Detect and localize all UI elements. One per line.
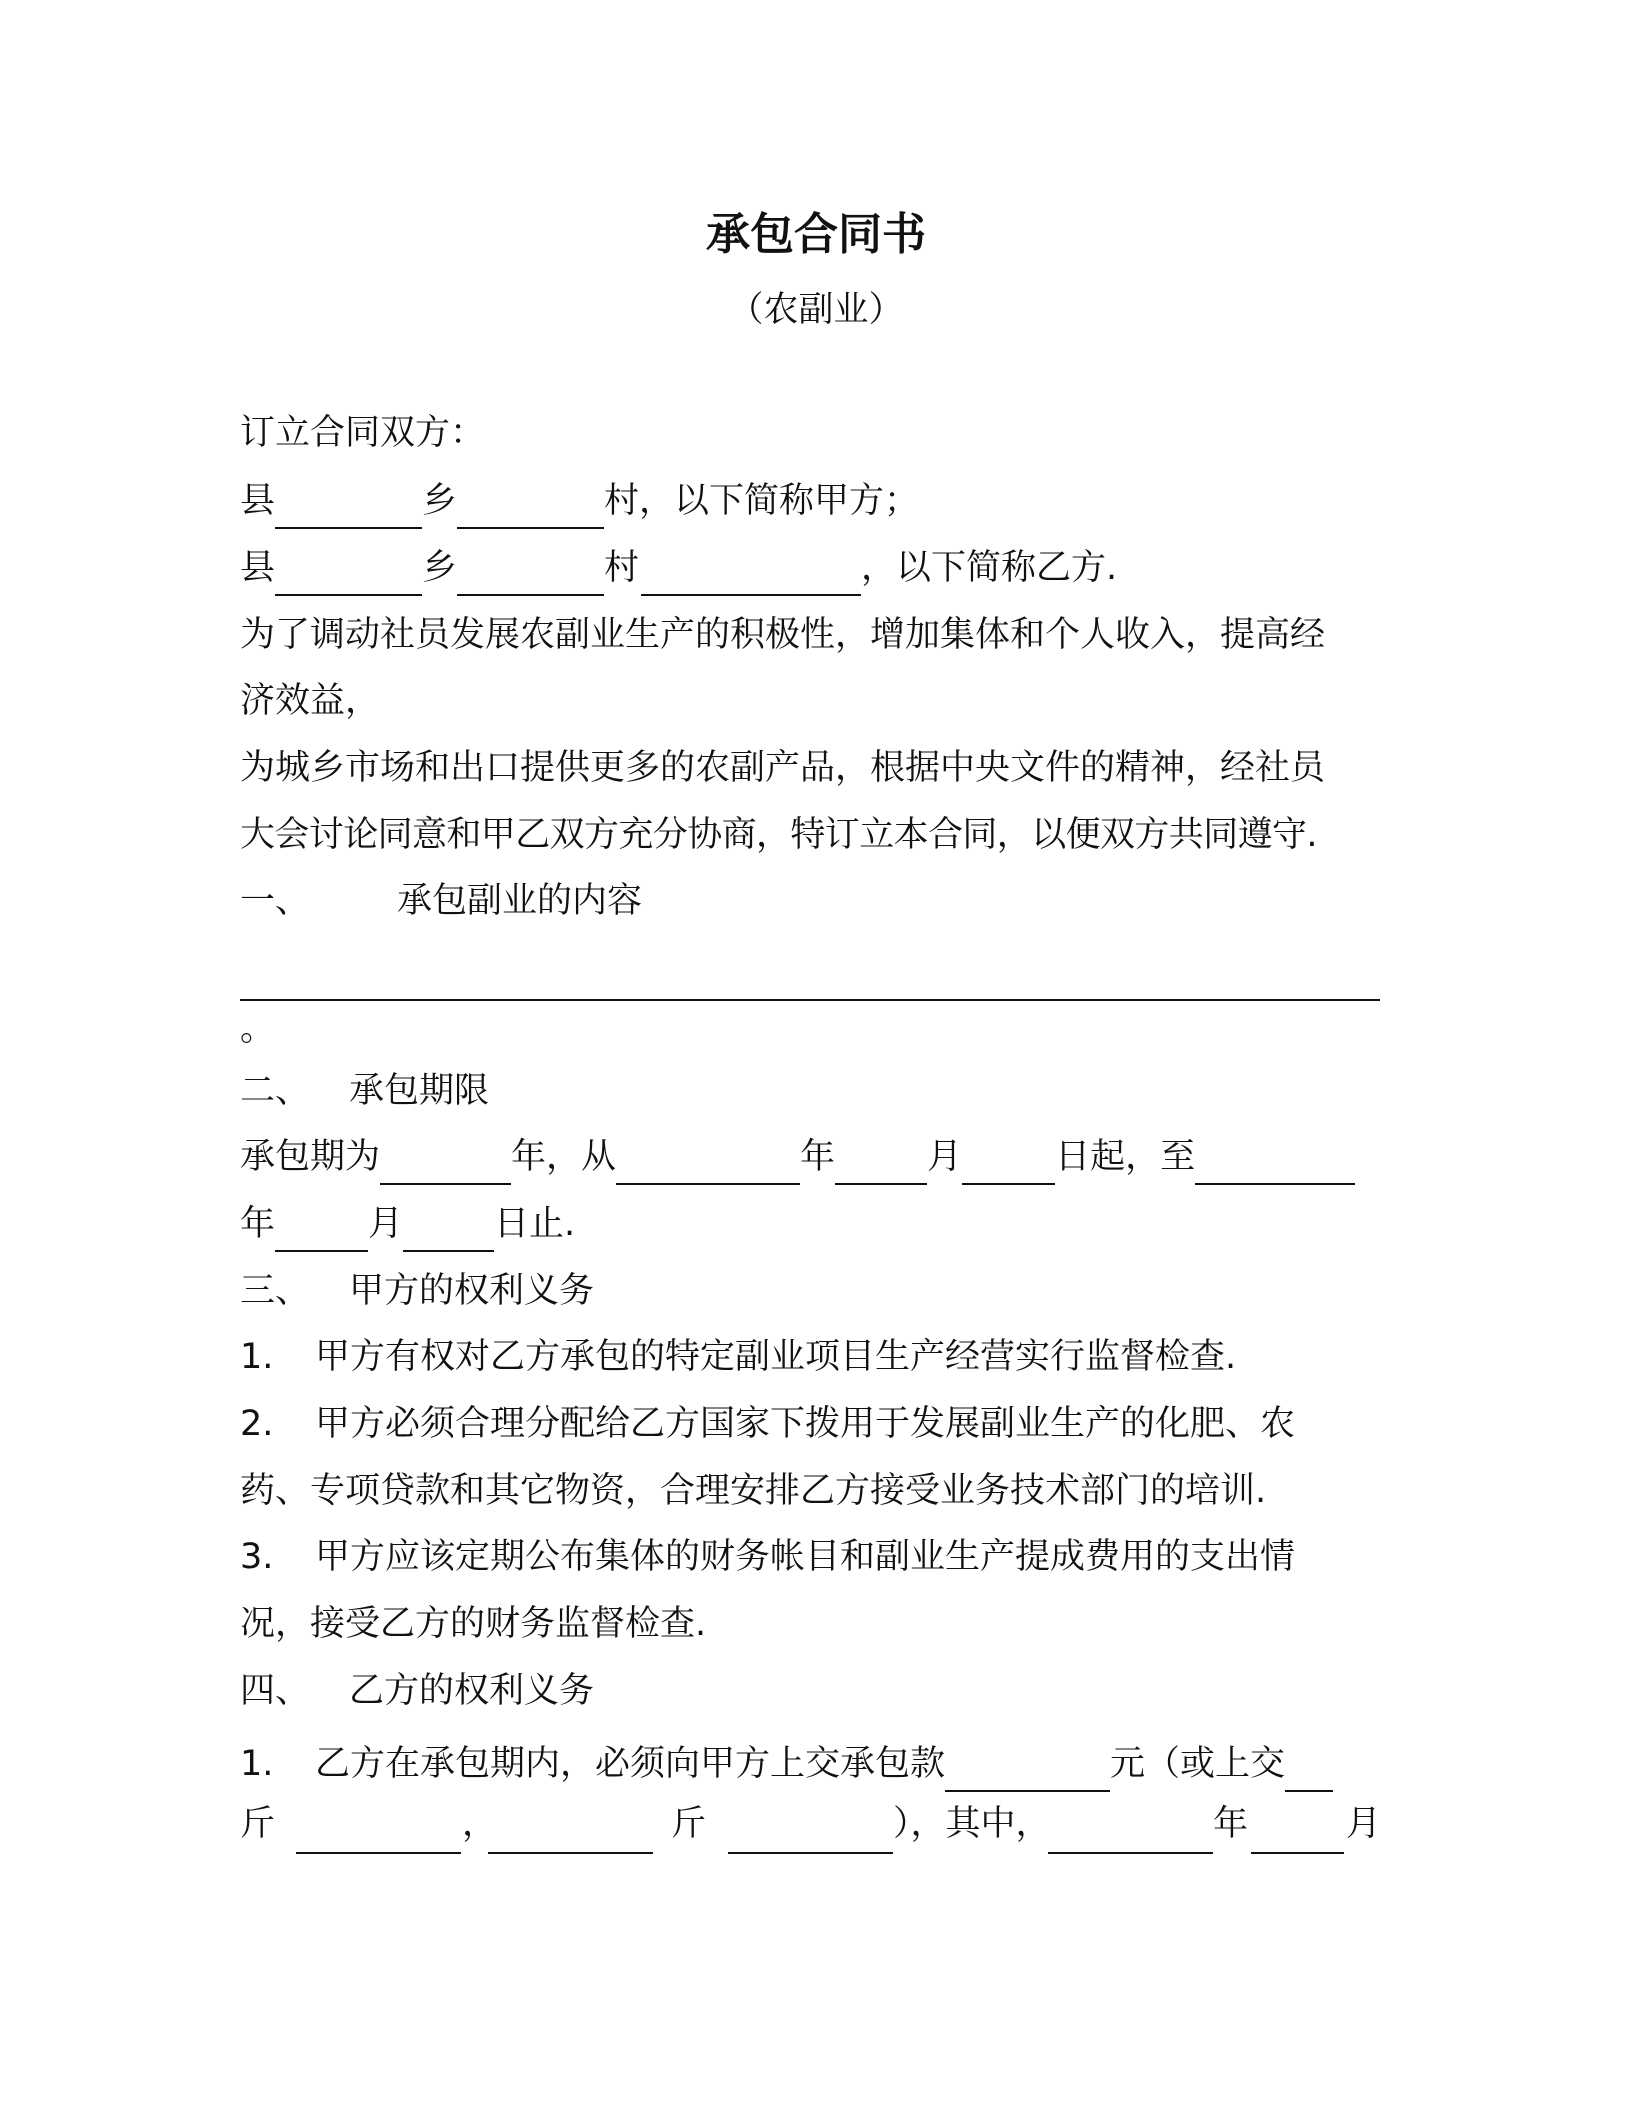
comma: ，	[462, 1804, 498, 1844]
among-text: ），其中，	[893, 1804, 1051, 1844]
party-b-line	[240, 546, 1117, 590]
blank[interactable]	[296, 1808, 461, 1854]
text: 县	[240, 481, 276, 521]
month-text: 月	[1346, 1804, 1382, 1844]
payment-blank[interactable]	[945, 1746, 1110, 1792]
text: 村，以下简称甲方；	[604, 481, 920, 521]
year-blank[interactable]	[1048, 1808, 1213, 1854]
county-blank[interactable]	[275, 550, 422, 596]
section-4-num: 四、	[240, 1671, 311, 1711]
blank[interactable]	[488, 1808, 653, 1854]
document-subtitle: （农副业）	[728, 290, 904, 330]
item-text: 甲方应该定期公布集体的财务帐目和副业生产提成费用的支出情	[315, 1537, 1296, 1577]
start-month-blank[interactable]	[835, 1139, 927, 1185]
section-3-title: 甲方的权利义务	[349, 1271, 595, 1311]
text: 年	[240, 1204, 276, 1244]
item-text-cont: 况，接受乙方的财务监督检查.	[240, 1604, 707, 1644]
end-month-blank[interactable]	[275, 1206, 368, 1252]
section-3-num: 三、	[240, 1271, 311, 1311]
section-1-num: 一、	[240, 881, 311, 921]
section-2-num: 二、	[240, 1071, 311, 1111]
text: 年	[800, 1137, 836, 1177]
end-year-blank[interactable]	[1195, 1139, 1355, 1185]
item-num: 1.	[240, 1337, 274, 1377]
quantity-blank[interactable]	[1285, 1746, 1333, 1792]
document-title: 承包合同书	[706, 209, 926, 260]
party-a-line	[240, 479, 919, 523]
text: 乙方在承包期内，必须向甲方上交承包款	[315, 1744, 946, 1784]
start-day-blank[interactable]	[962, 1139, 1055, 1185]
item-text: 甲方有权对乙方承包的特定副业项目生产经营实行监督检查.	[315, 1337, 1237, 1377]
text: 乡	[422, 481, 458, 521]
text: 承包期为	[240, 1137, 381, 1177]
term-line-1	[240, 1135, 1355, 1179]
section-1-title: 承包副业的内容	[397, 881, 643, 921]
end-day-blank[interactable]	[403, 1206, 494, 1252]
text: 月	[927, 1137, 963, 1177]
section-4-title: 乙方的权利义务	[349, 1671, 595, 1711]
period-mark: 。	[240, 1009, 276, 1049]
year-text: 年	[1213, 1804, 1249, 1844]
blank[interactable]	[728, 1808, 893, 1854]
text: 县	[240, 548, 276, 588]
text: 元（或上交	[1110, 1744, 1286, 1784]
month-blank[interactable]	[1251, 1808, 1344, 1854]
start-year-blank[interactable]	[616, 1139, 800, 1185]
content-blank-line[interactable]	[240, 999, 1380, 1001]
village-blank[interactable]	[457, 550, 604, 596]
term-line-2	[240, 1202, 575, 1246]
text: ，以下简称乙方.	[861, 548, 1118, 588]
item-num: 1.	[240, 1744, 274, 1784]
item-num: 3.	[240, 1537, 274, 1577]
section-2-title: 承包期限	[349, 1071, 490, 1111]
county-blank[interactable]	[275, 483, 422, 529]
jin-2: 斤	[671, 1804, 707, 1844]
item-text: 甲方必须合理分配给乙方国家下拨用于发展副业生产的化肥、农	[315, 1404, 1296, 1444]
name-blank[interactable]	[641, 550, 861, 596]
intro-line: 大会讨论同意和甲乙双方充分协商，特订立本合同，以便双方共同遵守.	[240, 815, 1317, 855]
parties-label: 订立合同双方：	[240, 413, 486, 453]
jin-1: 斤	[240, 1804, 276, 1844]
text: 月	[368, 1204, 404, 1244]
text: 年，从	[511, 1137, 617, 1177]
intro-line: 为城乡市场和出口提供更多的农副产品，根据中央文件的精神，经社员	[240, 748, 1326, 788]
text: 村	[604, 548, 640, 588]
text: 乡	[422, 548, 458, 588]
item-text	[315, 1742, 1333, 1786]
intro-line: 为了调动社员发展农副业生产的积极性，增加集体和个人收入，提高经	[240, 615, 1326, 655]
intro-line: 济效益，	[240, 681, 381, 721]
village-blank[interactable]	[457, 483, 604, 529]
item-num: 2.	[240, 1404, 274, 1444]
text: 日起，至	[1055, 1137, 1196, 1177]
text: 日止.	[494, 1204, 576, 1244]
years-blank[interactable]	[380, 1139, 511, 1185]
item-text-cont: 药、专项贷款和其它物资，合理安排乙方接受业务技术部门的培训.	[240, 1471, 1267, 1511]
